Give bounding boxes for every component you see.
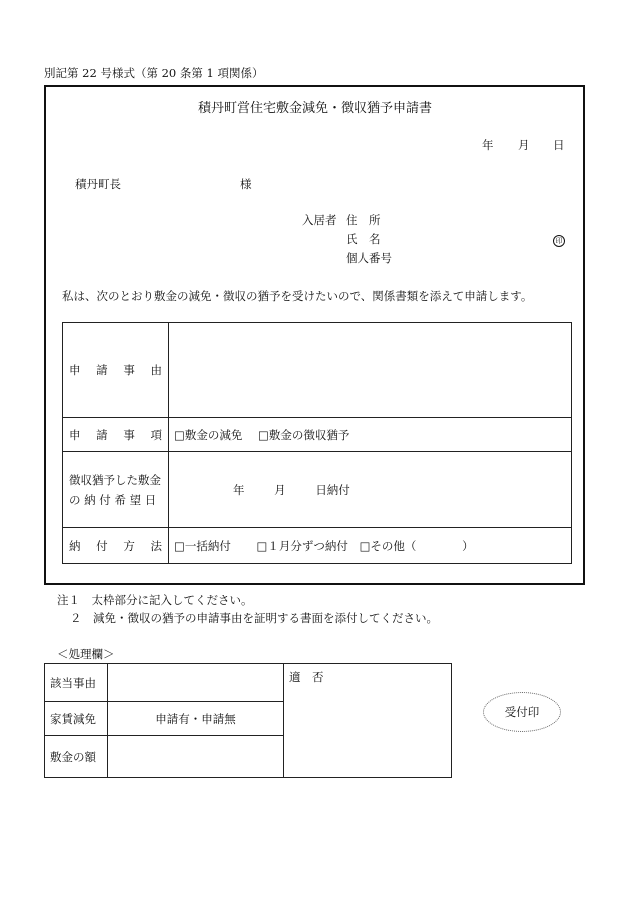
deferral-year: 年 xyxy=(233,482,245,497)
name-label: 氏 名 xyxy=(346,232,381,246)
form-number-note: 別記第 22 号様式（第 20 条第 1 項関係） xyxy=(44,66,264,80)
reason-field[interactable] xyxy=(169,323,572,418)
option-lump-sum[interactable]: □一括納付 xyxy=(174,538,231,553)
approval-label: 適 否 xyxy=(289,670,324,684)
personal-number-label: 個人番号 xyxy=(346,251,392,265)
address-label: 住 所 xyxy=(346,213,381,227)
note-1: 注１ 太枠部分に記入してください。 xyxy=(57,593,253,607)
date-month: 月 xyxy=(518,138,530,152)
option-monthly[interactable]: □１月分ずつ納付 xyxy=(256,538,348,553)
form-title: 積丹町営住宅敷金減免・徴収猶予申請書 xyxy=(197,101,432,116)
option-deposit-reduction[interactable]: □敷金の減免 xyxy=(174,427,243,442)
deferral-month: 月 xyxy=(274,482,286,497)
deferral-date-field[interactable] xyxy=(169,452,572,528)
processing-heading: ＜処理欄＞ xyxy=(57,647,115,661)
application-statement: 私は、次のとおり敷金の減免・徴収の猶予を受けたいので、関係書類を添えて申請します。 xyxy=(62,289,533,303)
approval-cell[interactable] xyxy=(284,664,452,778)
option-other[interactable]: □その他（ xyxy=(359,538,417,553)
item-options xyxy=(169,418,572,452)
rent-reduction-label: 家賃減免 xyxy=(45,702,108,736)
applicant-role: 入居者 xyxy=(302,213,337,227)
deposit-amount-field[interactable] xyxy=(108,736,284,778)
application-table xyxy=(62,322,572,564)
applicable-reason-row xyxy=(45,664,452,702)
applicable-reason-label: 該当事由 xyxy=(45,664,108,702)
item-label: 申 請 事 項 xyxy=(63,418,169,452)
option-deposit-deferral[interactable]: □敷金の徴収猶予 xyxy=(258,427,350,442)
deferral-date-label-line1: 徴収猶予した敷金 xyxy=(69,472,161,487)
seal-symbol: 印 xyxy=(553,235,565,247)
deferral-date-label xyxy=(63,452,169,528)
option-other-close: ） xyxy=(462,538,474,553)
deferral-day: 日納付 xyxy=(315,482,350,497)
reason-label: 申 請 事 由 xyxy=(63,323,169,418)
deferral-date-row xyxy=(63,452,572,528)
reason-row xyxy=(63,323,572,418)
note-2: ２ 減免・徴収の猶予の申請事由を証明する書面を添付してください。 xyxy=(70,611,438,625)
payment-method-options xyxy=(169,528,572,564)
payment-method-label: 納 付 方 法 xyxy=(63,528,169,564)
receipt-stamp xyxy=(483,692,561,732)
deposit-amount-label: 敷金の額 xyxy=(45,736,108,778)
rent-reduction-value[interactable]: 申請有・申請無 xyxy=(108,702,284,736)
date-year: 年 xyxy=(482,138,494,152)
processing-table xyxy=(44,663,452,778)
deferral-date-label-line2: の 納 付 希 望 日 xyxy=(69,492,157,507)
receipt-stamp-label: 受付印 xyxy=(504,705,540,719)
item-row xyxy=(63,418,572,452)
addressee-honorific: 様 xyxy=(240,177,252,191)
date-day: 日 xyxy=(553,138,565,152)
payment-method-row xyxy=(63,528,572,564)
addressee-name: 積丹町長 xyxy=(75,177,121,191)
seal-mark xyxy=(553,232,565,247)
applicable-reason-field[interactable] xyxy=(108,664,284,702)
